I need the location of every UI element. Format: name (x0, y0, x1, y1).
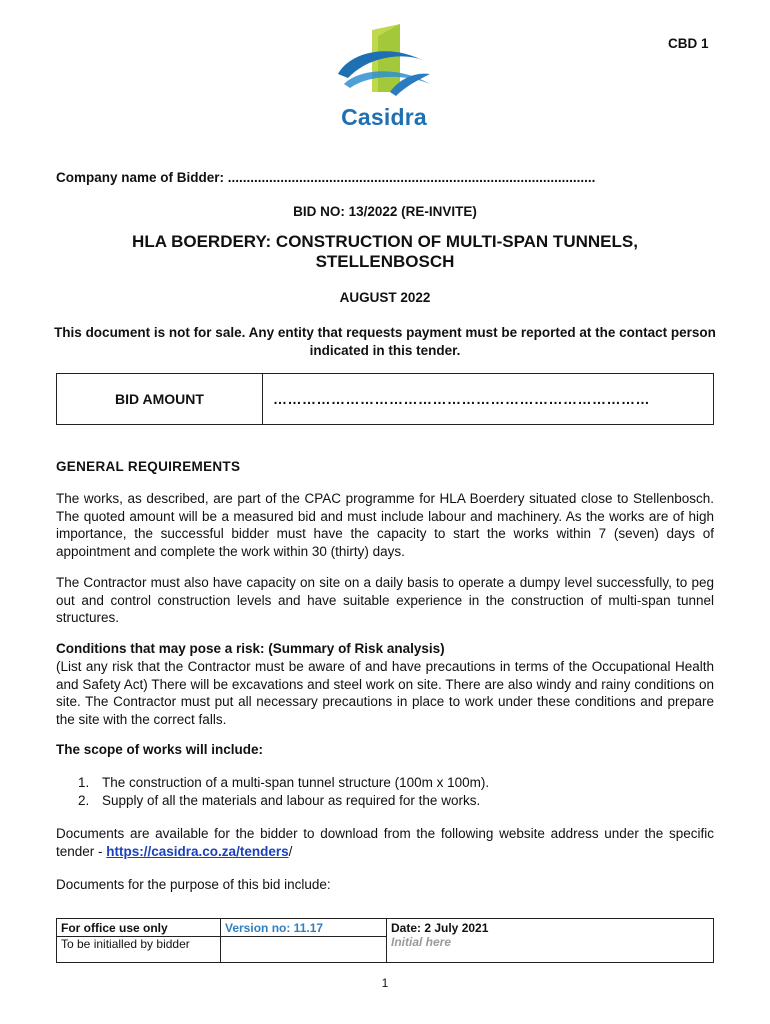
office-use-cell (57, 919, 221, 962)
paragraph-works-description: The works, as described, are part of the CPAC programme for HLA Boerdery situated close to Stellenbosch. The quoted amount will be a measured bid and must include labour and machinery. As the works are of high importance, the successful bidder must have the capacity to start the works within 7 (seven) days of appointment and complete the work within 30 (thirty) days. (56, 491, 714, 559)
list-item (78, 774, 708, 792)
office-use-footer (56, 918, 714, 963)
date-cell (387, 919, 713, 962)
version-label: Version no: 11.17 (221, 921, 386, 937)
page-number: 1 (381, 976, 389, 990)
title-line-2: STELLENBOSCH (315, 252, 455, 271)
list-item-number: 1. (78, 775, 90, 790)
office-use-label: For office use only (57, 921, 220, 937)
list-item (78, 792, 708, 810)
bid-amount-field[interactable]: …………………………………………………………………… (273, 391, 650, 407)
documents-link-suffix: / (288, 843, 293, 859)
tenders-link[interactable]: https://casidra.co.za/tenders (106, 843, 289, 859)
bid-amount-box (56, 373, 714, 425)
document-date: AUGUST 2022 (339, 290, 431, 305)
title-line-1: HLA BOERDERY: CONSTRUCTION OF MULTI-SPAN TUNNELS, (132, 232, 638, 251)
general-requirements-heading: GENERAL REQUIREMENTS (56, 459, 241, 474)
list-item-text: The construction of a multi-span tunnel structure (100m x 100m). (102, 775, 490, 790)
footer-date: Date: 2 July 2021 (391, 921, 489, 935)
paragraph-documents-include: Documents for the purpose of this bid include: (56, 877, 331, 892)
initialled-label: To be initialled by bidder (61, 937, 190, 951)
logo-wordmark: Casidra (341, 104, 427, 130)
list-item-text: Supply of all the materials and labour as required for the works. (102, 792, 481, 808)
list-item-number: 2. (78, 792, 90, 808)
document-title (40, 232, 730, 272)
scope-heading: The scope of works will include: (56, 742, 264, 757)
scope-list (78, 774, 708, 809)
risk-heading: Conditions that may pose a risk: (Summary of Risk analysis) (56, 641, 445, 656)
bid-amount-label: BID AMOUNT (57, 374, 263, 424)
not-for-sale-notice: This document is not for sale. Any entity that requests payment must be reported at the contact person indicated in this tender. (54, 325, 716, 358)
paragraph-documents-availability (56, 825, 714, 860)
documents-text: Documents are available for the bidder to download from the following website address under the specific tender - (56, 826, 714, 859)
initial-here-field[interactable]: Initial here (391, 935, 452, 949)
paragraph-contractor-capacity: The Contractor must also have capacity on site on a daily basis to operate a dumpy level successfully, to peg out and control construction levels and have suitable experience in the construction of multi-span tunnel structures. (56, 575, 714, 625)
document-ref-code: CBD 1 (668, 36, 709, 51)
paragraph-risk-analysis: (List any risk that the Contractor must be aware of and have precautions in terms of the Occupational Health and Safety Act) There will be excavations and steel work on site. There are also windy and rainy conditions on site. The Contractor must put all necessary precautions in place to work under these conditions and prepare the site with the correct falls. (56, 659, 714, 727)
company-name-line: Company name of Bidder: .................................................................................................. (56, 170, 596, 185)
version-cell (221, 919, 387, 962)
bid-number: BID NO: 13/2022 (RE-INVITE) (293, 204, 477, 219)
